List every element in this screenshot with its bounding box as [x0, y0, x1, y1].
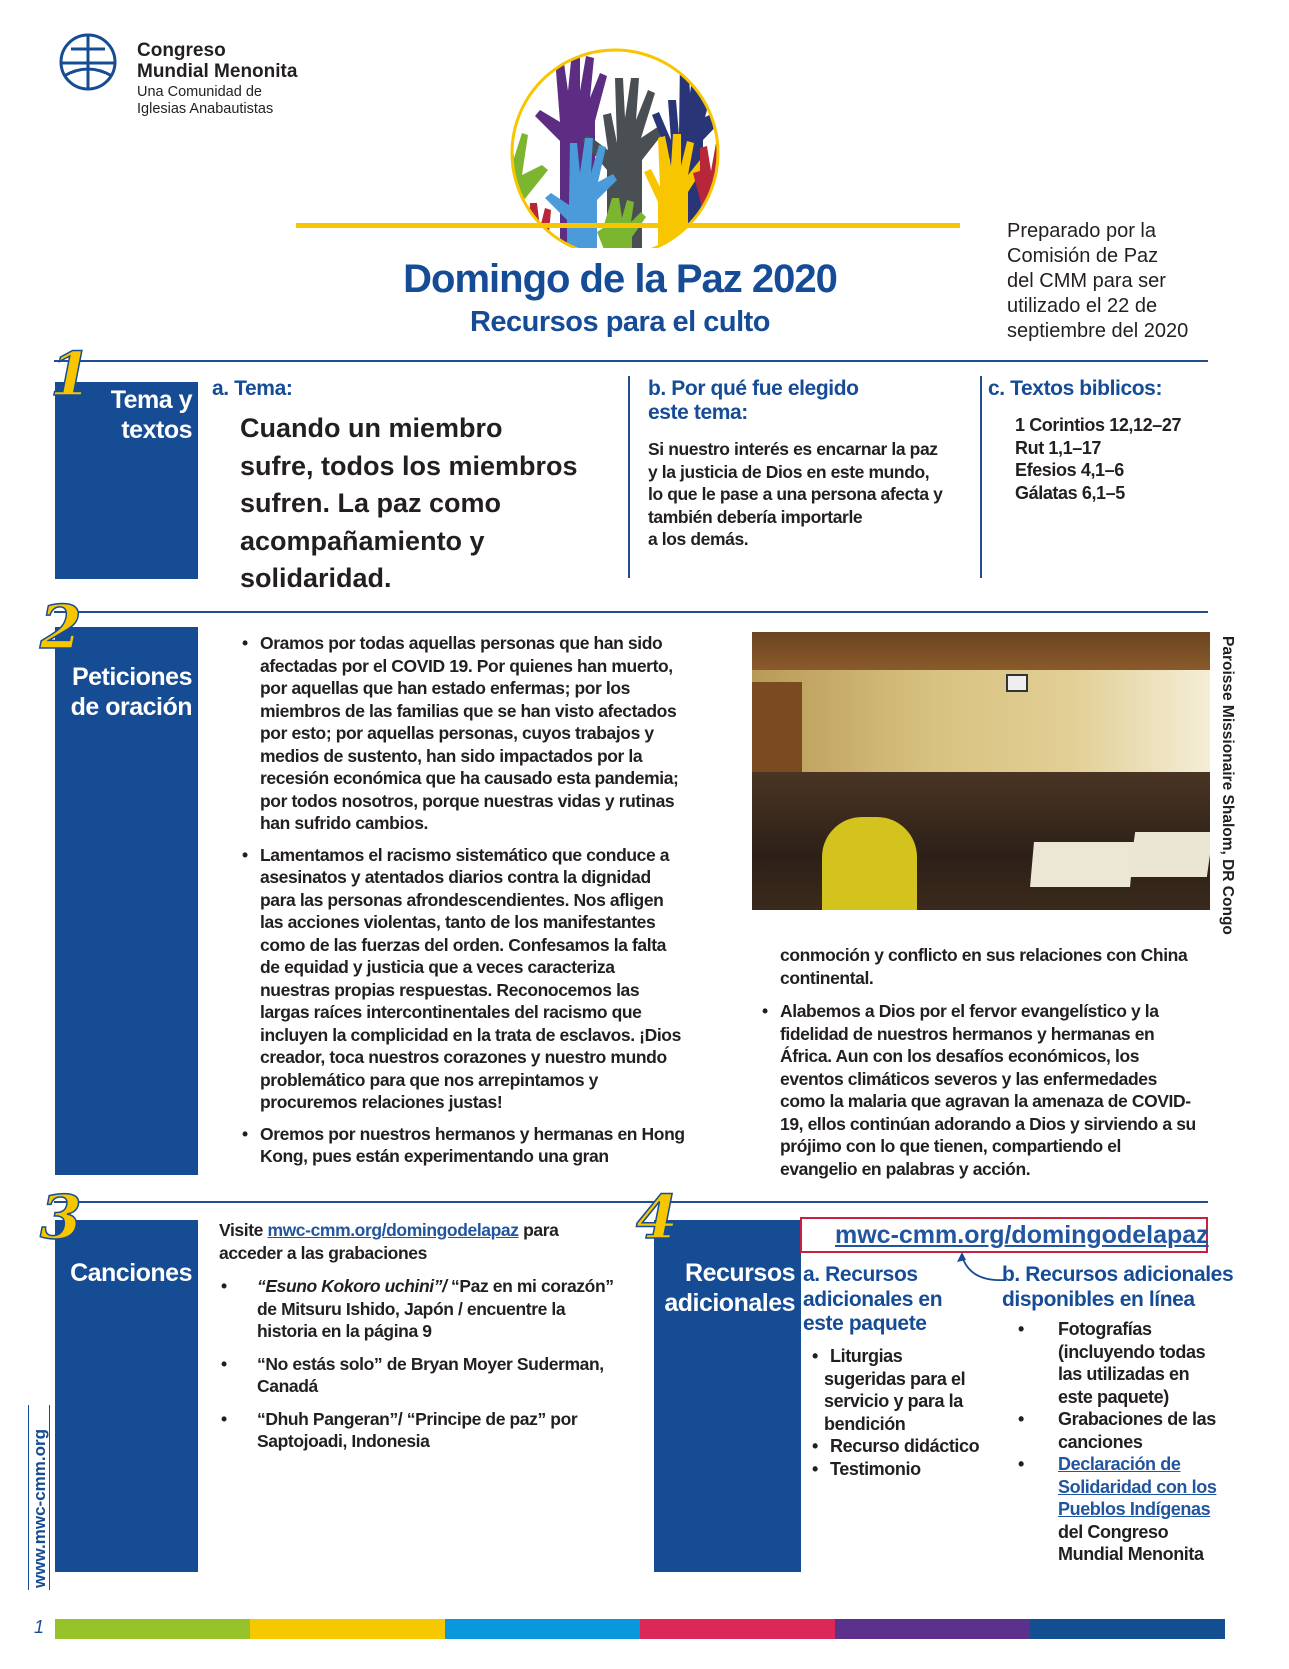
- bible-texts-list: [1015, 414, 1181, 504]
- prayer-item: • Oremos por nuestros hermanos y hermanas en Hong Kong, pues están experimentando una gran: [240, 1123, 685, 1168]
- brand-name-line1: Congreso: [137, 40, 226, 61]
- footer-color-bar: [55, 1619, 1225, 1639]
- section1-c-heading: c. Textos biblicos:: [988, 377, 1163, 400]
- brand-tagline-line2: Iglesias Anabautistas: [137, 101, 274, 117]
- song-item: • “Esuno Kokoro uchini”/ “Paz en mi corazón” de Mitsuru Ishido, Japón / encuentre la historia en la página 9: [221, 1276, 614, 1341]
- resources-link[interactable]: mwc-cmm.org/domingodelapaz: [835, 1221, 1209, 1249]
- section1-b-text: Si nuestro interés es encarnar la paz y la justicia de Dios en este mundo, lo que le pase a una persona afecta y también debería importarle a los demás.: [648, 439, 943, 549]
- photo-ceiling: [752, 632, 1210, 670]
- section1-divider-b: [628, 376, 630, 578]
- page-number: 1: [34, 1617, 45, 1637]
- page-subtitle: Recursos para el culto: [469, 306, 771, 338]
- congregation-photo: [752, 632, 1210, 910]
- section4-b-heading: b. Recursos adicionales disponibles en línea: [1002, 1263, 1234, 1311]
- website-link[interactable]: www.mwc-cmm.org: [30, 1428, 49, 1588]
- color-segment: [1030, 1619, 1225, 1639]
- header-yellow-rule: [296, 223, 960, 228]
- section1-label-box: Tema y textos: [55, 382, 198, 579]
- song-item: • “Dhuh Pangeran”/ “Principe de paz” por Saptojoadi, Indonesia: [221, 1408, 578, 1451]
- color-segment: [445, 1619, 640, 1639]
- section1-divider-c: [980, 376, 982, 578]
- photo-clock: [1006, 674, 1028, 692]
- section4-number: 4: [636, 1183, 678, 1253]
- package-resource-item: • Liturgias sugeridas para el servicio y para la bendición: [812, 1346, 966, 1434]
- raised-hands-illustration: [500, 38, 760, 248]
- prepared-by-note: Preparado por la Comisión de Paz del CMM para ser utilizado el 22 de septiembre del 2020: [1007, 220, 1189, 342]
- songs-recordings-link[interactable]: mwc-cmm.org/domingodelapaz: [267, 1220, 519, 1240]
- section3-label-box: Canciones: [55, 1220, 198, 1572]
- vertical-website: [28, 1405, 50, 1590]
- package-resource-item: • Testimonio: [812, 1458, 921, 1479]
- color-segment: [55, 1619, 250, 1639]
- online-resources-list: [1018, 1318, 1218, 1566]
- section4-a-heading: a. Recursos adicionales en este paquete: [803, 1263, 943, 1335]
- photo-bible-right: [1129, 832, 1210, 877]
- photo-bible-left: [1030, 842, 1134, 887]
- prayer-list-left: [240, 632, 685, 1177]
- prayer-item: • Oramos por todas aquellas personas que han sido afectadas por el COVID 19. Por quienes han muerto, por aquellas que han estado enfermas; por los miembros de las familias que se han visto afectados por esto; por aquellas personas, cuyos trabajos y medios de sustento, han sido impactados por la recesión económica que ha causado esta pandemia; por todos nosotros, porque nuestras vidas y rutinas han sufrido cambios.: [240, 632, 685, 835]
- section3-number: 3: [40, 1183, 82, 1253]
- section1-number: 1: [50, 340, 92, 410]
- section4-label-box: Recursos adicionales: [654, 1220, 801, 1572]
- songs-list: [219, 1275, 619, 1463]
- package-resources-list: [812, 1345, 982, 1480]
- bible-text: Efesios 4,1–6: [1015, 460, 1124, 480]
- online-resource-item: • Fotografías (incluyendo todas las utilizadas en este paquete): [1018, 1319, 1206, 1407]
- photo-credit: Paroisse Missionaire Shalom, DR Congo: [1219, 636, 1236, 935]
- package-resource-item: • Recurso didáctico: [812, 1436, 980, 1456]
- color-segment: [250, 1619, 445, 1639]
- photo-woman-yellow: [822, 817, 917, 910]
- section2-number: 2: [40, 593, 82, 663]
- prayer-list-right: [760, 1000, 1200, 1189]
- section1-rule: [54, 360, 1208, 362]
- song-item: • “No estás solo” de Bryan Moyer Suderman, Canadá: [221, 1353, 604, 1396]
- page-title: Domingo de la Paz 2020: [403, 257, 837, 301]
- online-resource-item: • Declaración de Solidaridad con los Pueblos Indígenas del Congreso Mundial Menonita: [1018, 1454, 1217, 1564]
- section3-rule: [54, 1201, 1208, 1203]
- section2-rule: [54, 611, 1208, 613]
- prayer-item: • Alabemos a Dios por el fervor evangelístico y la fidelidad de nuestros hermanos y hermanas en África. Aun con los desafíos económicos, los eventos climáticos severos y las enfermedades como la malaria que agravan la amenaza de COVID-19, ellos continúan adorando a Dios y sirviendo a su prójimo con lo que tienen, compartiendo el evangelio en palabras y acción.: [760, 1000, 1200, 1180]
- bible-text: Rut 1,1–17: [1015, 437, 1102, 458]
- solidarity-declaration-link[interactable]: Declaración de Solidaridad con los Pueblos Indígenas: [1058, 1454, 1217, 1519]
- color-segment: [835, 1619, 1030, 1639]
- globe-cross-icon: [58, 32, 118, 92]
- prayer-continuation: conmoción y conflicto en sus relaciones con China continental.: [780, 945, 1188, 988]
- theme-statement: Cuando un miembro sufre, todos los miembros sufren. La paz como acompañamiento y solidaridad.: [240, 413, 578, 593]
- color-segment: [640, 1619, 835, 1639]
- arrow-icon: [950, 1252, 1010, 1287]
- bible-text: Gálatas 6,1–5: [1015, 482, 1125, 503]
- section2-label-box: Peticiones de oración: [55, 627, 198, 1175]
- section1-b-heading: b. Por qué fue elegido este tema:: [648, 377, 859, 424]
- songs-intro: Visite mwc-cmm.org/domingodelapaz para acceder a las grabaciones: [219, 1220, 559, 1263]
- bible-text: 1 Corintios 12,12–27: [1015, 415, 1182, 435]
- online-resource-item: • Grabaciones de las canciones: [1018, 1409, 1216, 1452]
- section1-a-heading: a. Tema:: [212, 377, 293, 400]
- hand-green: [500, 118, 548, 248]
- prayer-item: • Lamentamos el racismo sistemático que conduce a asesinatos y atentados diarios contra la dignidad para las personas afrondescendientes. Nos afligen las acciones violentas, tanto de los manifestantes como de las fuerzas del orden. Confesamos la falta de equidad y justicia que a veces caracteriza nuestras propias respuestas. Reconocemos las largas raíces intercontinentales del racismo que incluyen la complicidad en la trata de esclavos. ¡Dios creador, toca nuestros corazones y nuestro mundo problemático para que nos arrepintamos y procuremos relaciones justas!: [240, 844, 685, 1114]
- logo: [58, 32, 358, 122]
- brand-tagline-line1: Una Comunidad de: [137, 84, 262, 100]
- brand-name-line2: Mundial Menonita: [137, 61, 298, 82]
